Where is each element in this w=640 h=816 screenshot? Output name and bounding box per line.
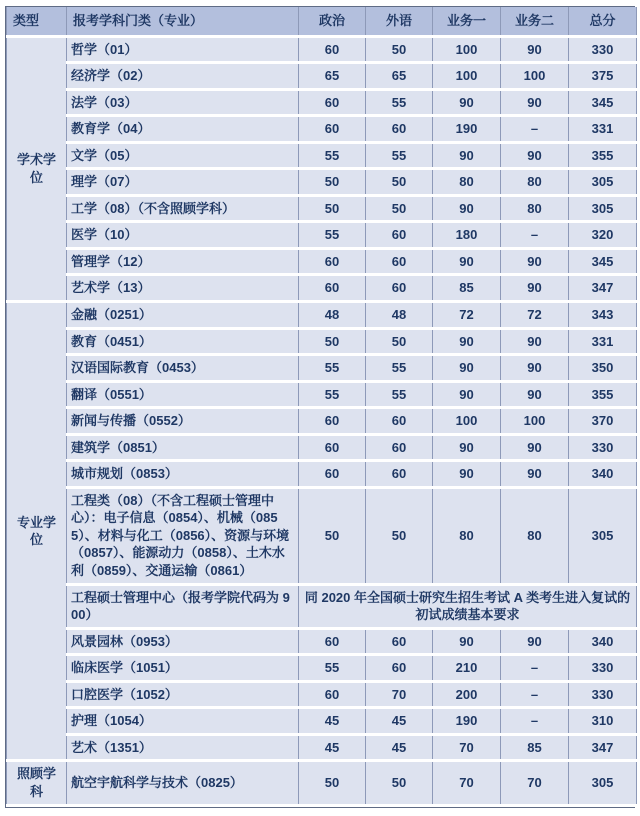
score-cell: 100 (433, 408, 501, 435)
score-cell: 80 (501, 487, 569, 584)
score-cell: 331 (569, 328, 637, 355)
score-cell: 60 (299, 89, 366, 116)
table-row (7, 734, 637, 761)
table-row (7, 381, 637, 408)
table-row (7, 302, 637, 329)
score-cell: 90 (501, 142, 569, 169)
score-cell: 60 (299, 628, 366, 655)
score-cell: 45 (366, 734, 433, 761)
table-row (7, 275, 637, 302)
score-cell: 90 (433, 628, 501, 655)
score-cell: 55 (366, 89, 433, 116)
table-row (7, 248, 637, 275)
major-cell: 艺术（1351） (67, 734, 299, 761)
score-cell: – (501, 708, 569, 735)
score-cell: 350 (569, 355, 637, 382)
score-cell: 70 (366, 681, 433, 708)
score-cell: 90 (501, 89, 569, 116)
score-cell: 72 (501, 302, 569, 329)
score-cell: 50 (366, 36, 433, 63)
score-cell: 210 (433, 655, 501, 682)
score-cell: 60 (366, 408, 433, 435)
score-cell: 50 (299, 169, 366, 196)
score-cell: 80 (501, 195, 569, 222)
group-label-cell: 学术学位 (7, 36, 67, 301)
score-cell: 48 (299, 302, 366, 329)
score-cell: 60 (366, 248, 433, 275)
header-cell-major: 报考学科门类（专业） (67, 7, 299, 36)
major-cell: 工学（08）（不含照顾学科） (67, 195, 299, 222)
score-cell: 305 (569, 761, 637, 805)
major-cell: 哲学（01） (67, 36, 299, 63)
major-cell: 金融（0251） (67, 302, 299, 329)
score-cell: 65 (299, 63, 366, 90)
score-cell: 80 (501, 169, 569, 196)
score-cell: 90 (501, 461, 569, 488)
score-cell: 55 (299, 142, 366, 169)
score-cell: 85 (433, 275, 501, 302)
score-cell: 340 (569, 461, 637, 488)
score-cell: 343 (569, 302, 637, 329)
score-cell: 60 (366, 275, 433, 302)
score-cell: 55 (299, 222, 366, 249)
table-row (7, 328, 637, 355)
score-cell: 55 (366, 355, 433, 382)
score-cell: 90 (501, 381, 569, 408)
table-row (7, 584, 637, 628)
header-row (7, 7, 637, 36)
group-label-cell: 专业学位 (7, 302, 67, 761)
score-cell: 90 (433, 381, 501, 408)
major-cell: 新闻与传播（0552） (67, 408, 299, 435)
score-cell: 60 (366, 116, 433, 143)
score-cell: 45 (299, 734, 366, 761)
score-cell: 70 (501, 761, 569, 805)
score-cell: 80 (433, 487, 501, 584)
table-row (7, 169, 637, 196)
score-cell: 55 (366, 142, 433, 169)
score-cell: 60 (299, 461, 366, 488)
score-cell: 70 (433, 761, 501, 805)
score-cell: 340 (569, 628, 637, 655)
score-cell: 90 (433, 461, 501, 488)
score-cell: 45 (366, 708, 433, 735)
score-cell: 55 (299, 655, 366, 682)
major-cell: 航空宇航科学与技术（0825） (67, 761, 299, 805)
major-cell: 工程类（08）（不含工程硕士管理中心）：电子信息（0854）、机械（0855）、材料与化工（0856）、资源与环境（0857）、能源动力（0858）、土木水利（0859）、交通运输（0861） (67, 487, 299, 584)
major-cell: 建筑学（0851） (67, 434, 299, 461)
score-cell: 60 (366, 655, 433, 682)
table-row (7, 63, 637, 90)
score-cell: 60 (366, 461, 433, 488)
score-cell: 90 (433, 355, 501, 382)
score-cell: 60 (366, 628, 433, 655)
score-cell: 90 (501, 355, 569, 382)
major-cell: 口腔医学（1052） (67, 681, 299, 708)
major-cell: 翻译（0551） (67, 381, 299, 408)
score-cell: – (501, 655, 569, 682)
score-cell: 60 (366, 434, 433, 461)
table-row (7, 195, 637, 222)
score-cell: 50 (366, 195, 433, 222)
score-cell: 320 (569, 222, 637, 249)
score-cell: 50 (366, 487, 433, 584)
score-cell: 90 (433, 195, 501, 222)
score-cell: 347 (569, 275, 637, 302)
major-cell: 汉语国际教育（0453） (67, 355, 299, 382)
score-cell: 330 (569, 681, 637, 708)
table-row (7, 355, 637, 382)
score-cell: 90 (501, 628, 569, 655)
score-cell: 85 (501, 734, 569, 761)
score-cell: 190 (433, 708, 501, 735)
major-cell: 管理学（12） (67, 248, 299, 275)
table-header (7, 7, 637, 36)
score-cell: 305 (569, 487, 637, 584)
score-cell: 90 (433, 89, 501, 116)
score-cell: 60 (299, 275, 366, 302)
score-cell: 50 (299, 487, 366, 584)
score-cell: 90 (501, 248, 569, 275)
score-cell: 310 (569, 708, 637, 735)
score-cell: 345 (569, 248, 637, 275)
score-cell: 330 (569, 36, 637, 63)
score-cell: 90 (501, 328, 569, 355)
score-cell: 65 (366, 63, 433, 90)
table-row (7, 681, 637, 708)
score-cell: 305 (569, 169, 637, 196)
table-row (7, 655, 637, 682)
table-row (7, 89, 637, 116)
major-cell: 理学（07） (67, 169, 299, 196)
score-cell: 60 (299, 116, 366, 143)
table-row (7, 408, 637, 435)
score-cell: 90 (433, 434, 501, 461)
score-cell: 72 (433, 302, 501, 329)
score-cell: 60 (299, 681, 366, 708)
score-cell: 305 (569, 195, 637, 222)
major-cell: 教育学（04） (67, 116, 299, 143)
score-cell: 55 (299, 381, 366, 408)
header-cell-foreign-language: 外语 (366, 7, 433, 36)
score-cell: 100 (501, 63, 569, 90)
score-cell: – (501, 222, 569, 249)
score-cell: 355 (569, 381, 637, 408)
score-cell: 70 (433, 734, 501, 761)
table-row (7, 487, 637, 584)
score-cell: 48 (366, 302, 433, 329)
major-cell: 艺术学（13） (67, 275, 299, 302)
table-row (7, 116, 637, 143)
score-cell: 90 (433, 328, 501, 355)
table-row (7, 142, 637, 169)
major-cell: 法学（03） (67, 89, 299, 116)
score-cell: 180 (433, 222, 501, 249)
score-cell: 50 (366, 761, 433, 805)
score-cell: 60 (299, 248, 366, 275)
score-cell: 80 (433, 169, 501, 196)
table-row (7, 222, 637, 249)
score-cell: 55 (366, 381, 433, 408)
major-cell: 工程硕士管理中心（报考学院代码为 900） (67, 584, 299, 628)
score-table (6, 7, 637, 807)
score-cell: 60 (299, 408, 366, 435)
score-cell: 45 (299, 708, 366, 735)
score-cell: 60 (299, 434, 366, 461)
major-cell: 临床医学（1051） (67, 655, 299, 682)
header-cell-subject-two: 业务二 (501, 7, 569, 36)
major-cell: 医学（10） (67, 222, 299, 249)
header-cell-politics: 政治 (299, 7, 366, 36)
score-cell: 55 (299, 355, 366, 382)
major-cell: 风景园林（0953） (67, 628, 299, 655)
header-cell-subject-one: 业务一 (433, 7, 501, 36)
header-cell-type: 类型 (7, 7, 67, 36)
score-cell: 50 (366, 169, 433, 196)
table-row (7, 434, 637, 461)
score-cell: 50 (366, 328, 433, 355)
table-row (7, 461, 637, 488)
table-row (7, 708, 637, 735)
score-cell: 200 (433, 681, 501, 708)
score-cell: 90 (501, 36, 569, 63)
score-cell: 90 (501, 275, 569, 302)
table-row (7, 36, 637, 63)
score-cell: 190 (433, 116, 501, 143)
score-table-frame (5, 6, 635, 808)
score-cell: 60 (366, 222, 433, 249)
header-cell-total: 总分 (569, 7, 637, 36)
score-cell: 90 (433, 248, 501, 275)
score-cell: – (501, 681, 569, 708)
major-cell: 护理（1054） (67, 708, 299, 735)
score-cell: 100 (501, 408, 569, 435)
major-cell: 文学（05） (67, 142, 299, 169)
score-cell: – (501, 116, 569, 143)
score-cell: 370 (569, 408, 637, 435)
score-cell: 330 (569, 434, 637, 461)
major-cell: 教育（0451） (67, 328, 299, 355)
table-row (7, 761, 637, 805)
score-cell: 375 (569, 63, 637, 90)
major-cell: 经济学（02） (67, 63, 299, 90)
table-row (7, 628, 637, 655)
score-cell: 100 (433, 63, 501, 90)
score-cell: 50 (299, 328, 366, 355)
table-body (7, 36, 637, 805)
group-label-cell: 照顾学科 (7, 761, 67, 805)
major-cell: 城市规划（0853） (67, 461, 299, 488)
score-cell: 345 (569, 89, 637, 116)
score-cell: 90 (433, 142, 501, 169)
score-cell: 100 (433, 36, 501, 63)
score-cell: 60 (299, 36, 366, 63)
score-cell: 50 (299, 761, 366, 805)
score-cell: 330 (569, 655, 637, 682)
score-cell: 50 (299, 195, 366, 222)
note-cell: 同 2020 年全国硕士研究生招生考试 A 类考生进入复试的初试成绩基本要求 (299, 584, 637, 628)
score-cell: 347 (569, 734, 637, 761)
score-cell: 90 (501, 434, 569, 461)
score-cell: 355 (569, 142, 637, 169)
score-cell: 331 (569, 116, 637, 143)
